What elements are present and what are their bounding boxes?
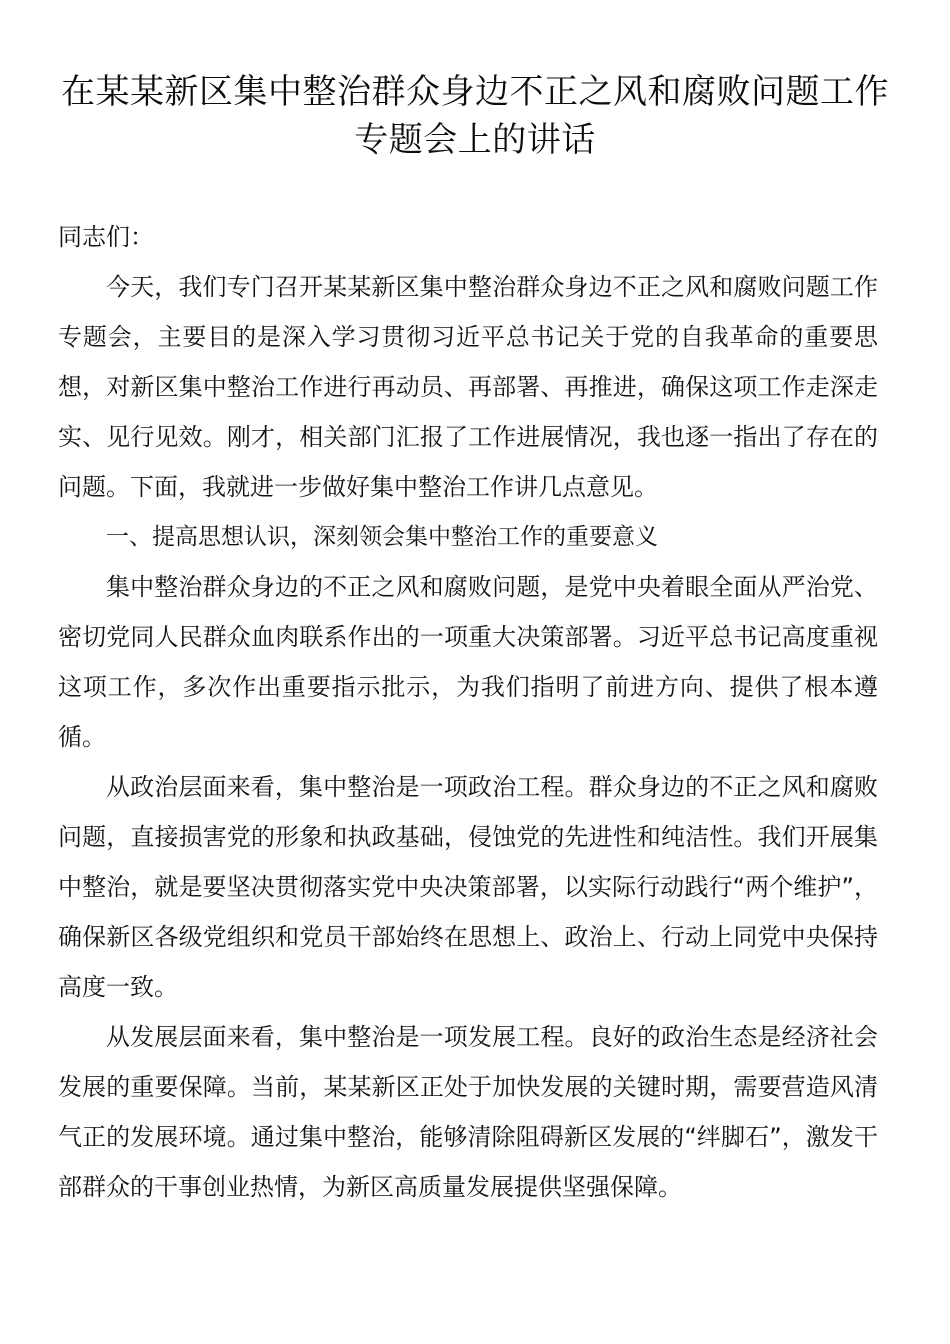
section-heading-1: 一、提高思想认识，深刻领会集中整治工作的重要意义 [106, 524, 658, 550]
paragraph-political: 从政治层面来看，集中整治是一项政治工程。群众身边的不正之风和腐败问题，直接损害党的形象和执政基础，侵蚀党的先进性和纯洁性。我们开展集中整治，就是要坚决贯彻落实党中央决策部署，以实际行动践行“两个维护”，确保新区各级党组织和党员干部始终在思想上、政治上、行动上同党中央保持高度一致。 [58, 773, 878, 1001]
document-body [58, 212, 878, 1212]
salutation: 同志们： [58, 223, 154, 251]
paragraph-significance: 集中整治群众身边的不正之风和腐败问题，是党中央着眼全面从严治党、密切党同人民群众血肉联系作出的一项重大决策部署。习近平总书记高度重视这项工作，多次作出重要指示批示，为我们指明了前进方向、提供了根本遵循。 [58, 573, 878, 751]
paragraph-intro: 今天，我们专门召开某某新区集中整治群众身边不正之风和腐败问题工作专题会，主要目的是深入学习贯彻习近平总书记关于党的自我革命的重要思想，对新区集中整治工作进行再动员、再部署、再推进，确保这项工作走深走实、见行见效。刚才，相关部门汇报了工作进展情况，我也逐一指出了存在的问题。下面，我就进一步做好集中整治工作讲几点意见。 [58, 273, 878, 501]
document-title: 在某某新区集中整治群众身边不正之风和腐败问题工作专题会上的讲话 [61, 72, 889, 160]
paragraph-development: 从发展层面来看，集中整治是一项发展工程。良好的政治生态是经济社会发展的重要保障。当前，某某新区正处于加快发展的关键时期，需要营造风清气正的发展环境。通过集中整治，能够清除阻碍新区发展的“绊脚石”，激发干部群众的干事创业热情，为新区高质量发展提供坚强保障。 [58, 1023, 878, 1201]
